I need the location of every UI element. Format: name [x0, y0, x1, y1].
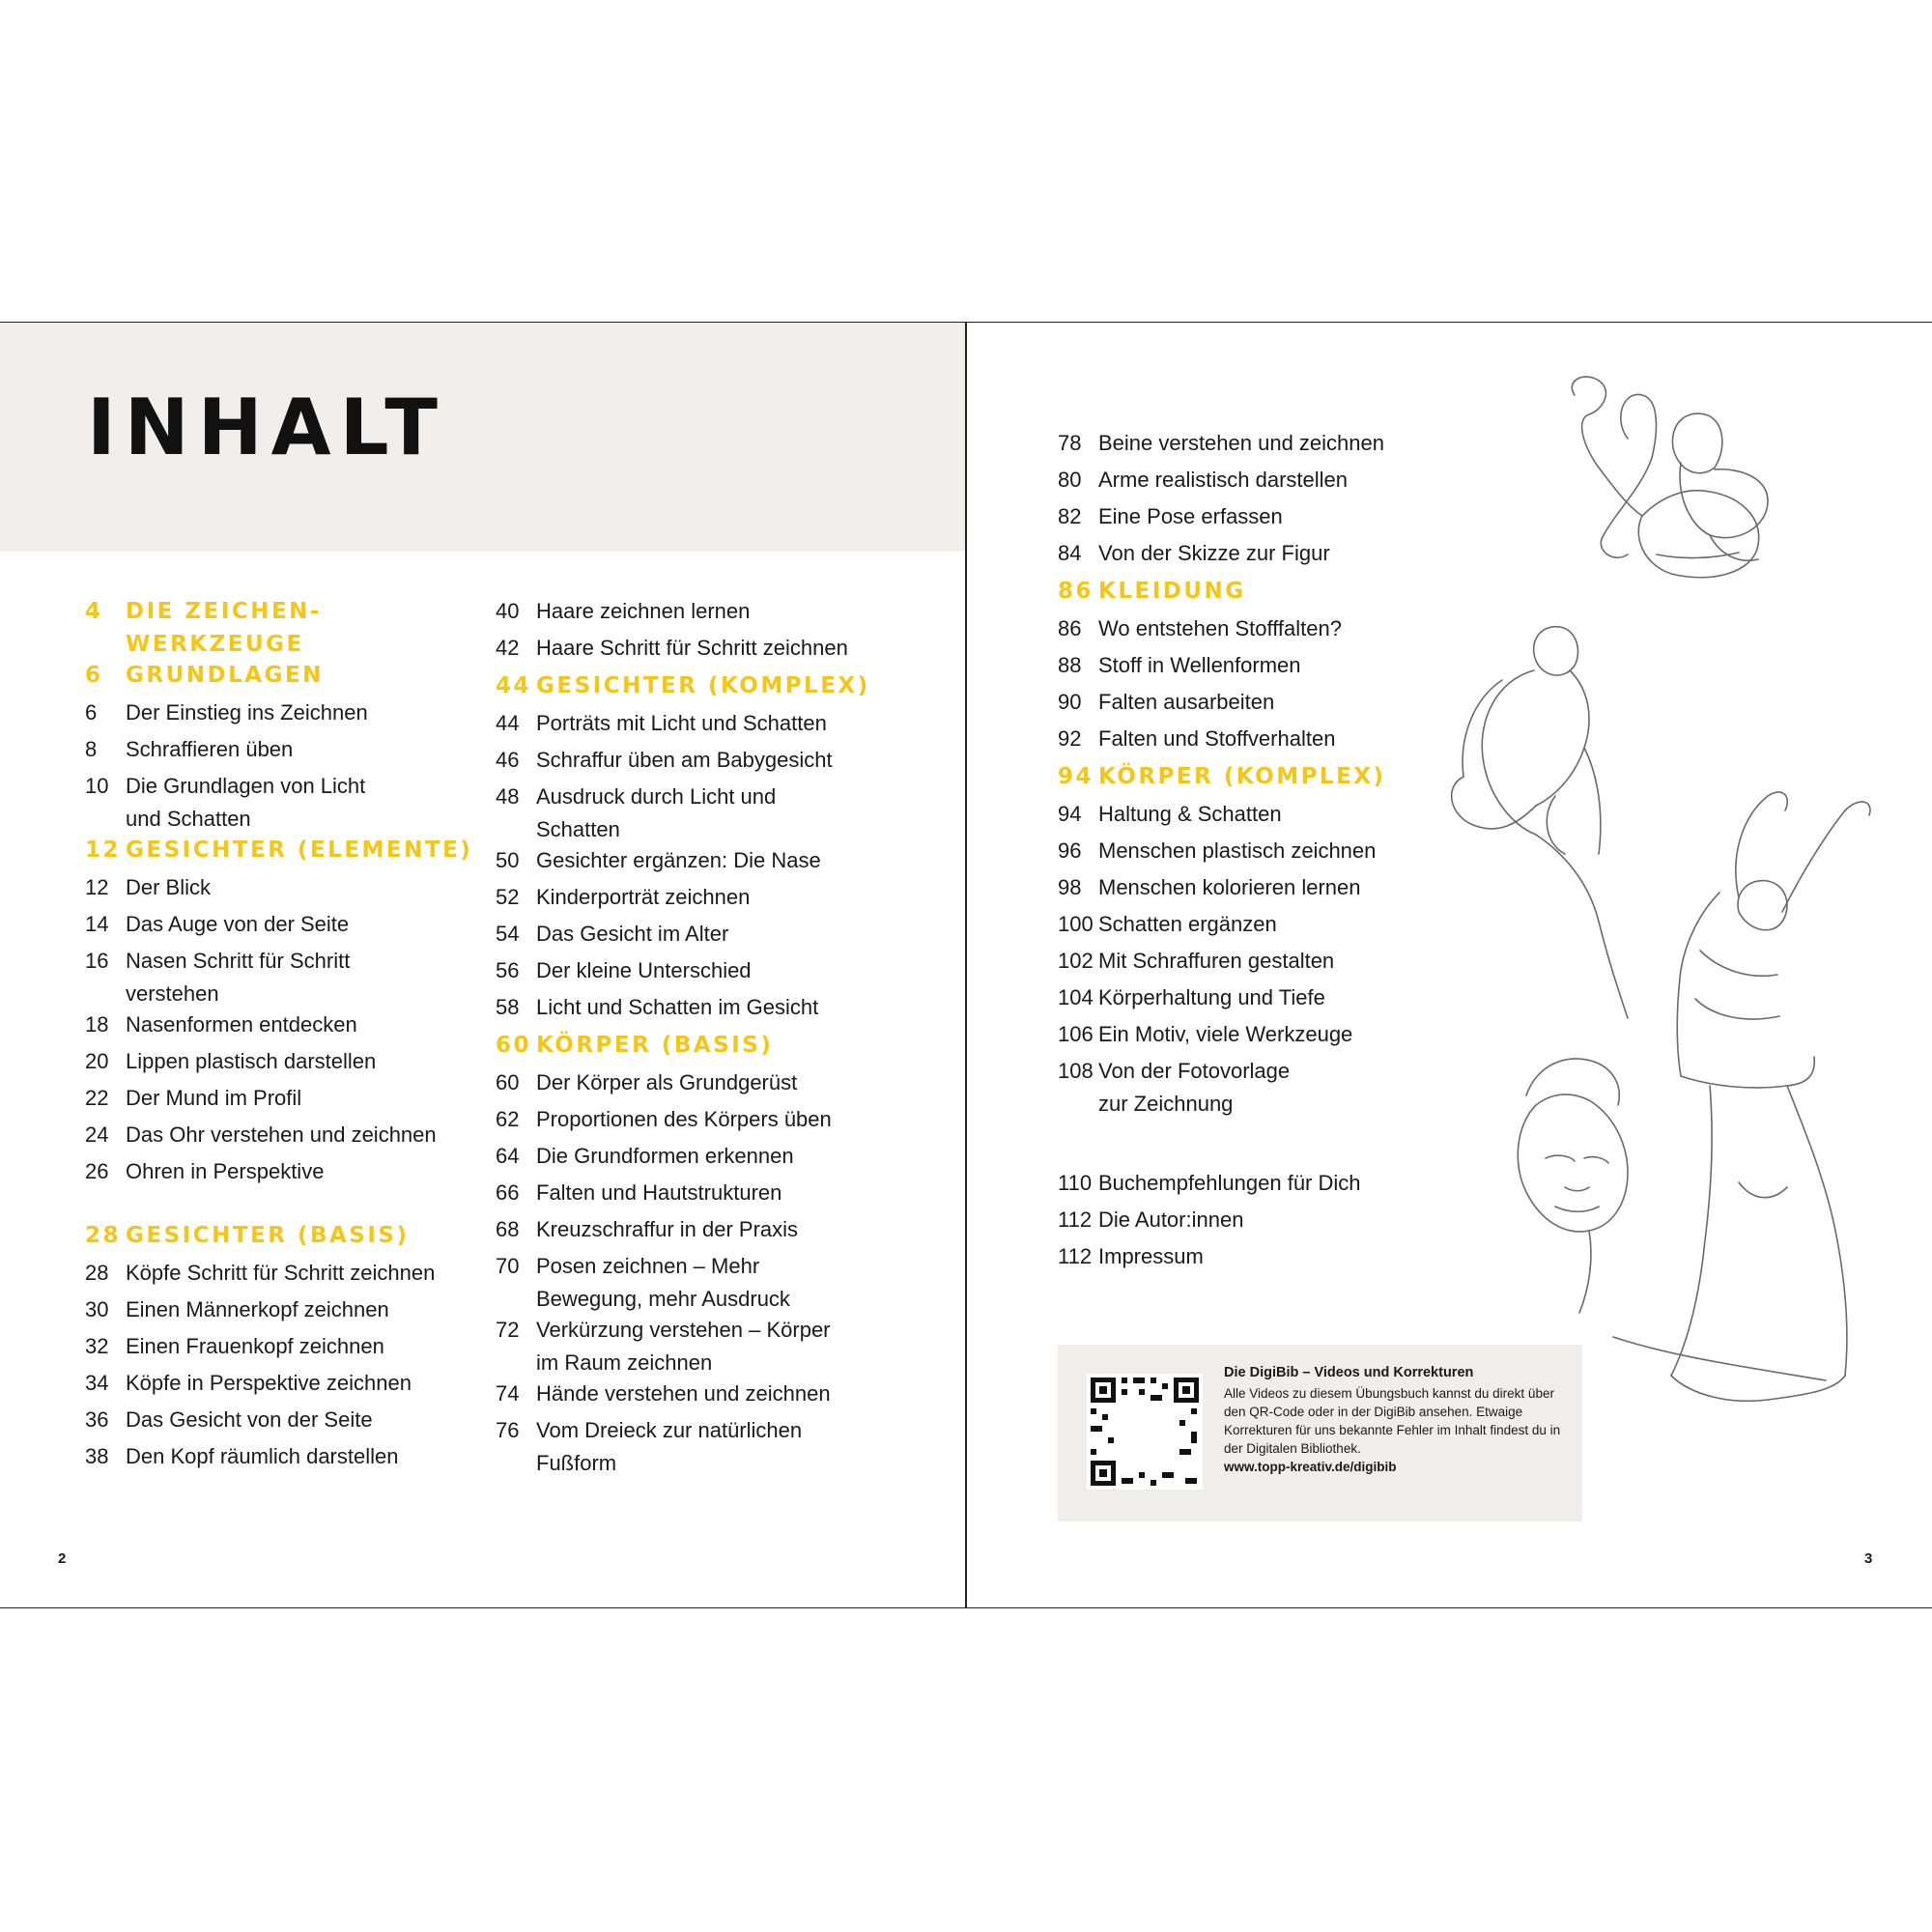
toc-label: Das Auge von der Seite — [126, 912, 350, 936]
toc-page-number: 22 — [85, 1086, 109, 1110]
toc-label: Ausdruck durch Licht und Schatten — [536, 784, 777, 841]
toc-label: Eine Pose erfassen — [1098, 504, 1283, 528]
toc-label: Kreuzschraffur in der Praxis — [536, 1217, 799, 1241]
toc-label: Wo entstehen Stofffalten? — [1098, 616, 1342, 640]
toc-page-number: 6 — [85, 663, 103, 688]
toc-label: Vom Dreieck zur natürlichen Fußform — [536, 1418, 803, 1475]
toc-page-number: 82 — [1058, 504, 1082, 528]
toc-label: Ohren in Perspektive — [126, 1159, 325, 1183]
toc-page-number: 44 — [496, 673, 532, 698]
toc-label: Das Gesicht im Alter — [536, 922, 729, 946]
toc-label: Von der Fotovorlage zur Zeichnung — [1098, 1059, 1291, 1116]
toc-page-number: 112 — [1058, 1244, 1093, 1268]
toc-label: Proportionen des Körpers üben — [536, 1107, 832, 1131]
toc-page-number: 70 — [496, 1254, 520, 1278]
toc-page-number: 34 — [85, 1371, 109, 1395]
face-sketch — [1518, 1059, 1628, 1313]
toc-label: Schatten ergänzen — [1098, 912, 1277, 936]
toc-page-number: 38 — [85, 1444, 109, 1468]
toc-page-number: 106 — [1058, 1022, 1094, 1046]
toc-label: Menschen kolorieren lernen — [1098, 875, 1361, 899]
toc-page-number: 98 — [1058, 875, 1082, 899]
toc-label: GRUNDLAGEN — [126, 663, 324, 688]
toc-page-number: 96 — [1058, 838, 1082, 863]
toc-column-3 — [1058, 427, 1502, 1345]
toc-label: Falten ausarbeiten — [1098, 690, 1275, 714]
toc-label: Haltung & Schatten — [1098, 802, 1282, 826]
toc-label: Posen zeichnen – Mehr Bewegung, mehr Ausdruck — [536, 1254, 790, 1311]
toc-label: Der kleine Unterschied — [536, 958, 752, 982]
toc-page-number: 72 — [496, 1318, 520, 1342]
toc-label: Haare Schritt für Schritt zeichnen — [536, 636, 848, 660]
toc-page-number: 112 — [1058, 1208, 1093, 1232]
toc-page-number: 110 — [1058, 1171, 1093, 1195]
right-page — [966, 323, 1932, 1607]
toc-page-number: 102 — [1058, 949, 1094, 973]
toc-page-number: 94 — [1058, 802, 1082, 826]
toc-label: Verkürzung verstehen – Körper im Raum zeichnen — [536, 1318, 831, 1375]
toc-page-number: 76 — [496, 1418, 520, 1442]
toc-page-number: 64 — [496, 1144, 520, 1168]
toc-column-1 — [85, 595, 471, 1561]
toc-page-number: 24 — [85, 1122, 109, 1147]
toc-page-number: 20 — [85, 1049, 109, 1073]
toc-page-number: 12 — [85, 875, 109, 899]
toc-label: Haare zeichnen lernen — [536, 599, 751, 623]
toc-page-number: 28 — [85, 1223, 122, 1248]
toc-label: Buchempfehlungen für Dich — [1098, 1171, 1361, 1195]
toc-page-number: 60 — [496, 1070, 520, 1094]
toc-label: Der Körper als Grundgerüst — [536, 1070, 798, 1094]
infobox-body: Alle Videos zu diesem Übungsbuch kannst du direkt über den QR-Code oder in der DigiBib ansehen. Etwaige Korrekturen für uns bekannte Fehler im Inhalt findest du in der Digitalen Bibliothek. — [1224, 1386, 1561, 1456]
toc-label: Mit Schraffuren gestalten — [1098, 949, 1335, 973]
toc-page-number: 90 — [1058, 690, 1082, 714]
toc-page-number: 36 — [85, 1407, 109, 1432]
toc-page-number: 18 — [85, 1012, 109, 1037]
digibib-infobox — [1058, 1345, 1582, 1521]
toc-page-number: 4 — [85, 599, 103, 624]
toc-page-number: 44 — [496, 711, 520, 735]
qr-code-icon[interactable] — [1087, 1374, 1203, 1490]
toc-label: Schraffur üben am Babygesicht — [536, 748, 833, 772]
toc-page-number: 50 — [496, 848, 520, 872]
toc-page-number: 66 — [496, 1180, 520, 1205]
toc-label: Porträts mit Licht und Schatten — [536, 711, 827, 735]
toc-page-number: 68 — [496, 1217, 520, 1241]
toc-page-number: 40 — [496, 599, 520, 623]
toc-page-number: 8 — [85, 737, 98, 761]
toc-page-number: 6 — [85, 700, 98, 724]
book-spread — [0, 322, 1932, 1608]
toc-label: GESICHTER (BASIS) — [126, 1223, 410, 1248]
toc-page-number: 28 — [85, 1261, 109, 1285]
toc-label: Köpfe in Perspektive zeichnen — [126, 1371, 412, 1395]
toc-page-number: 12 — [85, 838, 122, 863]
toc-label: Ein Motiv, viele Werkzeuge — [1098, 1022, 1353, 1046]
toc-label: Schraffieren üben — [126, 737, 294, 761]
toc-page-number: 86 — [1058, 579, 1094, 604]
toc-label: Gesichter ergänzen: Die Nase — [536, 848, 821, 872]
toc-label: KLEIDUNG — [1098, 579, 1246, 604]
toc-label: Köpfe Schritt für Schritt zeichnen — [126, 1261, 436, 1285]
toc-label: Impressum — [1098, 1244, 1204, 1268]
toc-page-number: 32 — [85, 1334, 109, 1358]
toc-label: Die Autor:innen — [1098, 1208, 1244, 1232]
toc-label: Die Grundformen erkennen — [536, 1144, 794, 1168]
toc-page-number: 46 — [496, 748, 520, 772]
toc-page-number: 26 — [85, 1159, 109, 1183]
toc-page-number: 60 — [496, 1033, 532, 1058]
toc-page-number: 56 — [496, 958, 520, 982]
toc-label: GESICHTER (KOMPLEX) — [536, 673, 870, 698]
toc-page-number: 78 — [1058, 431, 1082, 455]
page-number-right: 3 — [1864, 1550, 1873, 1567]
toc-label: Kinderporträt zeichnen — [536, 885, 751, 909]
infobox-url[interactable]: www.topp-kreativ.de/digibib — [1224, 1460, 1397, 1474]
toc-page-number: 58 — [496, 995, 520, 1019]
toc-label: Einen Männerkopf zeichnen — [126, 1297, 389, 1321]
toc-page-number: 10 — [85, 774, 109, 798]
toc-label: Hände verstehen und zeichnen — [536, 1381, 831, 1406]
toc-label: Lippen plastisch darstellen — [126, 1049, 377, 1073]
toc-page-number: 52 — [496, 885, 520, 909]
page-title: INHALT — [87, 383, 446, 472]
toc-page-number: 54 — [496, 922, 520, 946]
toc-column-2 — [496, 595, 901, 1561]
toc-label: Stoff in Wellenformen — [1098, 653, 1301, 677]
reclining-figure-sketch — [1572, 377, 1768, 578]
toc-label: Der Einstieg ins Zeichnen — [126, 700, 368, 724]
toc-label: Das Ohr verstehen und zeichnen — [126, 1122, 437, 1147]
toc-page-number: 62 — [496, 1107, 520, 1131]
toc-page-number: 14 — [85, 912, 109, 936]
toc-page-number: 30 — [85, 1297, 109, 1321]
toc-label: KÖRPER (KOMPLEX) — [1098, 764, 1386, 789]
toc-label: DIE ZEICHEN- WERKZEUGE — [126, 599, 322, 657]
toc-page-number: 104 — [1058, 985, 1094, 1009]
left-page — [0, 323, 966, 1607]
toc-page-number: 80 — [1058, 468, 1082, 492]
toc-page-number: 48 — [496, 784, 520, 809]
toc-label: Der Mund im Profil — [126, 1086, 302, 1110]
toc-label: Falten und Stoffverhalten — [1098, 726, 1336, 751]
toc-label: Einen Frauenkopf zeichnen — [126, 1334, 384, 1358]
toc-label: Den Kopf räumlich darstellen — [126, 1444, 399, 1468]
toc-label: Der Blick — [126, 875, 212, 899]
infobox-text — [1224, 1364, 1572, 1476]
toc-label: Menschen plastisch zeichnen — [1098, 838, 1377, 863]
infobox-title: Die DigiBib – Videos und Korrekturen — [1224, 1365, 1474, 1380]
toc-label: Nasen Schritt für Schritt verstehen — [126, 949, 351, 1006]
toc-page-number: 42 — [496, 636, 520, 660]
toc-page-number: 92 — [1058, 726, 1082, 751]
toc-label: Die Grundlagen von Licht und Schatten — [126, 774, 366, 831]
toc-label: Beine verstehen und zeichnen — [1098, 431, 1384, 455]
toc-page-number: 94 — [1058, 764, 1094, 789]
title-band — [0, 323, 966, 552]
toc-page-number: 108 — [1058, 1059, 1094, 1083]
toc-label: Körperhaltung und Tiefe — [1098, 985, 1325, 1009]
toc-label: Nasenformen entdecken — [126, 1012, 357, 1037]
toc-label: Das Gesicht von der Seite — [126, 1407, 373, 1432]
page-number-left: 2 — [58, 1550, 67, 1567]
toc-page-number: 16 — [85, 949, 109, 973]
toc-page-number: 74 — [496, 1381, 520, 1406]
toc-page-number: 88 — [1058, 653, 1082, 677]
toc-label: Falten und Hautstrukturen — [536, 1180, 782, 1205]
toc-label: KÖRPER (BASIS) — [536, 1033, 774, 1058]
toc-label: Arme realistisch darstellen — [1098, 468, 1348, 492]
toc-page-number: 100 — [1058, 912, 1094, 936]
stretching-figure-sketch — [1613, 792, 1870, 1401]
toc-page-number: 86 — [1058, 616, 1082, 640]
toc-label: GESICHTER (ELEMENTE) — [126, 838, 473, 863]
toc-label: Licht und Schatten im Gesicht — [536, 995, 819, 1019]
toc-label: Von der Skizze zur Figur — [1098, 541, 1330, 565]
toc-page-number: 84 — [1058, 541, 1082, 565]
